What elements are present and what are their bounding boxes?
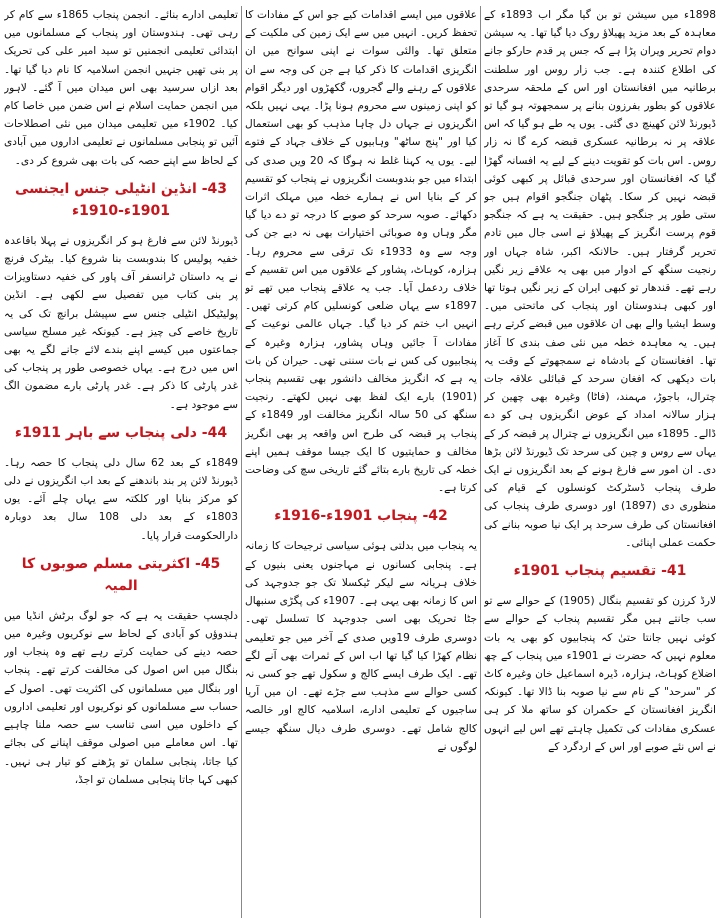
paragraph: یہ پنجاب میں بدلتی ہوئی سیاسی ترجیحات کا زمانہ ہے۔ پنجابی کسانوں نے مہاجنوں یعنی بنیوں کے خلاف ہریانہ سے لیکر ٹیکسلا تک جو جدوجہد کی اس کا زمانہ بھی یہی ہے۔ 1907ء کی پگڑی سنبھال جٹا تحریک بھی اسی جدوجہد کا تسلسل تھی۔ دوسری طرف 19ویں صدی کے آخر میں جو تعلیمی نظام کھڑا کیا گیا تھا اب اس کے ثمرات بھی آنے لگے تھے۔ ایک طرف ایسے کالج و سکول تھے جو کسی نہ کسی حوالے سے مذہب سے جڑے تھے۔ ان میں آریا ساجیوں کے تعلیمی ادارے، اسلامیہ کالج اور خالصہ کالج شامل تھے۔ دوسری طرف دیال سنگھ جیسے لوگوں نے (245, 540, 477, 753)
paragraph: دلچسپ حقیقت یہ ہے کہ جو لوگ برٹش انڈیا میں ہندوؤں کو آبادی کے لحاظ سے نوکریوں وغیرہ میں حصہ دینے کی حمایت کرتے رہے تھے وہ پنجاب اور بنگال میں اس اصول کی مخالفت کرتے تھے۔ پنجاب اور بنگال میں مسلمانوں کی اکثریت تھی۔ اصول کے حساب سے مسلمانوں کو نوکریوں اور تعلیمی اداروں کے داخلوں میں اسی تناسب سے حصہ ملنا چاہیے تھا۔ اس معاملے میں اصولی موقف اپنانے کی بجائے کیا جاتا، پنجابی سلمان تو پڑھنے کو تیار ہی نہیں۔ کبھی کہا جاتا پنجابی مسلمان تو اجڈ، (4, 609, 238, 786)
paragraph: 1849ء کے بعد 62 سال دلی پنجاب کا حصہ رہا۔ ڈیورنڈ لائن پر بند باندھنے کے بعد اب انگریزوں نے دلی کو مرکز بنایا اور کلکتہ سے یہاں چلے آئے۔ یوں 1803ء کے بعد دلی 108 سال بعد دوبارہ دارالحکومت قرار پایا۔ (4, 456, 238, 542)
section-heading-43: 43- انڈین انٹیلی جنس ایجنسی 1901ء-1910ء (14, 180, 228, 219)
column-divider (480, 6, 481, 918)
section-heading-44: 44- دلی پنجاب سے باہر 1911ء (14, 424, 228, 441)
paragraph: لارڈ کرزن کو تقسیم بنگال (1905) کے حوالے سے تو سب جانتے ہیں مگر تقسیم پنجاب کے حوالے سے کوئی نہیں جانتا حتیٰ کہ پنجابیوں کو بھی یہ بات معلوم نہیں کہ حضرت نے 1901ء میں پنجاب کے چھ اضلاع کوہاٹ، ہزارہ، ڈیرہ اسماعیل خان وغیرہ کاٹ کر "سرحد" کے نام سے نیا صوبہ بنا ڈالا تھا۔ کیونکہ انگریز افغانستان کے حکمران کو ساتھ ملا کر ہی عسکری مفادات کی تکمیل چاہتے تھے اس لیے انہوں نے اس نئے صوبے اور اس کے اردگرد کے (484, 595, 716, 753)
column-left (4, 6, 238, 920)
paragraph: ڈیورنڈ لائن سے فارغ ہو کر انگریزوں نے پہلا باقاعدہ خفیہ پولیس کا بندوبست بنا شروع کیا۔ بیٹرک فرنچ نے یہ داستان ٹرانسفر آف پاور کی خفیہ دستاویزات پر بنی کتاب میں تفصیل سے لکھی ہے۔ انڈین پولیٹیکل انٹیلی جنس سے سپیشل برانچ تک کی یہ تاریخ خاصے کی چیز ہے۔ کیونکہ غیر مسلح سیاسی جماعتوں میں کیسے اپنے بندے لائے جانے لگے یہ بھی اس میں درج ہے۔ یہاں خصوصی طور پر پنجاب کی غدر پارٹی کا ذکر ہے۔ غدر پارٹی بارے مضمون الگ سے موجود ہے۔ (4, 234, 238, 411)
section-heading-41: 41- تقسیم پنجاب 1901ء (513, 563, 687, 580)
section-heading-42: 42- پنجاب 1901ء-1916ء (274, 508, 448, 525)
paragraph: تعلیمی ادارے بنائے۔ انجمن پنجاب 1865ء سے کام کر رہی تھی۔ ہندوستان اور پنجاب کے مسلمانوں میں ابتدائی تعلیمی انجمنیں تو سید امیر علی کی تحریک پر بنی تھیں جنہیں انجمن اسلامیہ کا نام دیا گیا تھا۔ بعد ازاں سرسید بھی اس میدان میں آ گئے۔ لاہور میں انجمن حمایت اسلام نے اس ضمن میں خاصا کام کیا۔ 1902ء میں تعلیمی میدان میں نئی اصطلاحات آئیں تو پنجابی مسلمانوں نے تعلیمی اداروں میں آبادی کے لحاظ سے اپنے حصہ کی بات بھی شروع کر دی۔ (4, 9, 238, 167)
section-heading-45: 45- اکثریتی مسلم صوبوں کا المیہ (21, 555, 221, 594)
column-right (484, 6, 716, 920)
column-divider (241, 6, 242, 918)
paragraph: علاقوں میں ایسے اقدامات کیے جو اس کے مفادات کا تحفظ کریں۔ انہیں میں سے ایک زمین کی ملکیت کے متعلق تھا۔ والئی سوات نے اپنی سوانح میں ان انگریزی اقدامات کا ذکر کیا ہے جن کی وجہ سے ان علاقوں کے رہنے والے گجروں، گکھڑوں اور دیگر اقوام کو اپنی زمینوں سے محروم ہونا پڑا۔ یہی نہیں بلکہ انگریزوں نے جہاں دل چاہا مذہب کو بھی استعمال کیا اور "پنج ساٹھ" وہابیوں کے خلاف جہاد کے فتوے لیے۔ یوں یہ کہنا غلط نہ ہوگا کہ 20 ویں صدی کی ابتداء میں جو بندوبست انگریزوں نے پنجاب کو تقسیم کر کے بنایا اس نے ہمارے خطہ میں مہلک اثرات دکھائے۔ صوبہ سرحد کو صوبے کا درجہ تو دے دیا گیا مگر وہاں وہ صوبائی اختیارات بھی نہ دیے جن کی وجہ سے وہ 1933ء تک ترقی سے محروم رہا۔ ہزارہ، کوہاٹ، پشاور کے علاقوں میں اس تقسیم کے خلاف ردعمل آیا۔ جب یہ علاقے پنجاب میں تھے تو 1897ء سے یہاں ضلعی کونسلیں کام کرتی تھیں۔ انہیں اب ختم کر دیا گیا۔ جہاں عالمی نوعیت کے مفادات آ جائیں وہاں پشاور، ہزارہ وغیرہ کے پنجابیوں کی کس نے بات سننی تھی۔ حیران کن بات یہ ہے کہ انگریز مخالف دانشور بھی تقسیم پنجاب (1901) بارے ایک لفظ بھی نہیں لکھتے۔ رنجیت سنگھ کی 50 سالہ انگریز مخالفت اور 1849ء کے پنجاب پر قبضہ کی طرح اس واقعہ پر بھی انگریز مخالف و حمایتیوں کا ایک جیسا موقف ہمیں اپنے خطہ کی تاریخ بارے بتائے گئے تاریخی سچ کی وضاحت کرتا ہے۔ (245, 9, 477, 495)
column-middle (245, 6, 477, 920)
paragraph: 1898ء میں سیشن تو بن گیا مگر اب 1893ء کے معاہدہ کے بعد مزید پھیلاؤ روک دیا گیا تھا۔ یہ سیشن دوام تحریر ویران پڑا ہے کہ جس پر قدم حارکو جانے کی اطلاع کنندہ ہے۔ جب زار روس اور سلطنت برطانیہ میں افغانستان اور اس کے ملحقہ سرحدی علاقوں کو بطور بفرزون بنانے پر سمجھوتہ ہو گیا تو ڈیورنڈ لائن کھینچ دی گئی۔ یوں یہ طے ہو گیا کہ اس علاقہ پر نہ برطانیہ عسکری قبضہ کرے گا نہ زار روس۔ اس بات کو تقویت دینے کے لیے یہ افسانہ گھڑا گیا کہ افغانستان اور سرحدی قبائل پر کبھی کوئی قبضہ نہیں کر سکا۔ پٹھان جنگجو اقوام ہیں جو ستی طور پر جنگجو ہیں۔ حقیقت یہ ہے کہ جنگجو قوم پرست انگریز کے پھیلاؤ نے اسی جال میں تادم تحریر گرفتار ہیں۔ حالانکہ اکبر، شاہ جہاں اور رنجیت سنگھ کے ادوار میں بھی یہ علاقے زیر نگیں رہے تھے۔ قندھار تو کبھی ایران کے زیر نگیں ہوتا تھا اور کبھی ہندوستان اور پنجاب کی ماتحتی میں۔ وسط ایشیا والے بھی ان علاقوں میں قبضے کرتے رہے ہیں۔ یہ معاہدہ خطہ میں نئی صف بندی کا آغاز تھا۔ افغانستان کے بادشاہ نے سمجھوتے کے وقت یہ بات دیکھی کہ افغان سرحد کے قبائلی علاقہ جات چترال، باجوڑ، مہمند، (فاٹا) وغیرہ بھی چھین کر ہزار سالانہ امداد کے عوض انگریزوں ہی کو دے ڈالے۔ 1895ء میں انگریزوں نے چترال پر قبضہ کر کے یہاں سے روس و چین کی سرحد تک ڈیورنڈ لائن بڑھا دی۔ ان امور سے فارغ ہونے کے بعد انگریزوں نے ایک طرف پنجاب ڈسٹرکٹ کونسلوں کے قیام کی منظوری دی (1897) اور دوسری طرف پنجاب کی افغانستان کی طرف سرحد پر ایک نیا صوبہ بنانے کی حکمت عملی اپنائی۔ (484, 9, 716, 549)
